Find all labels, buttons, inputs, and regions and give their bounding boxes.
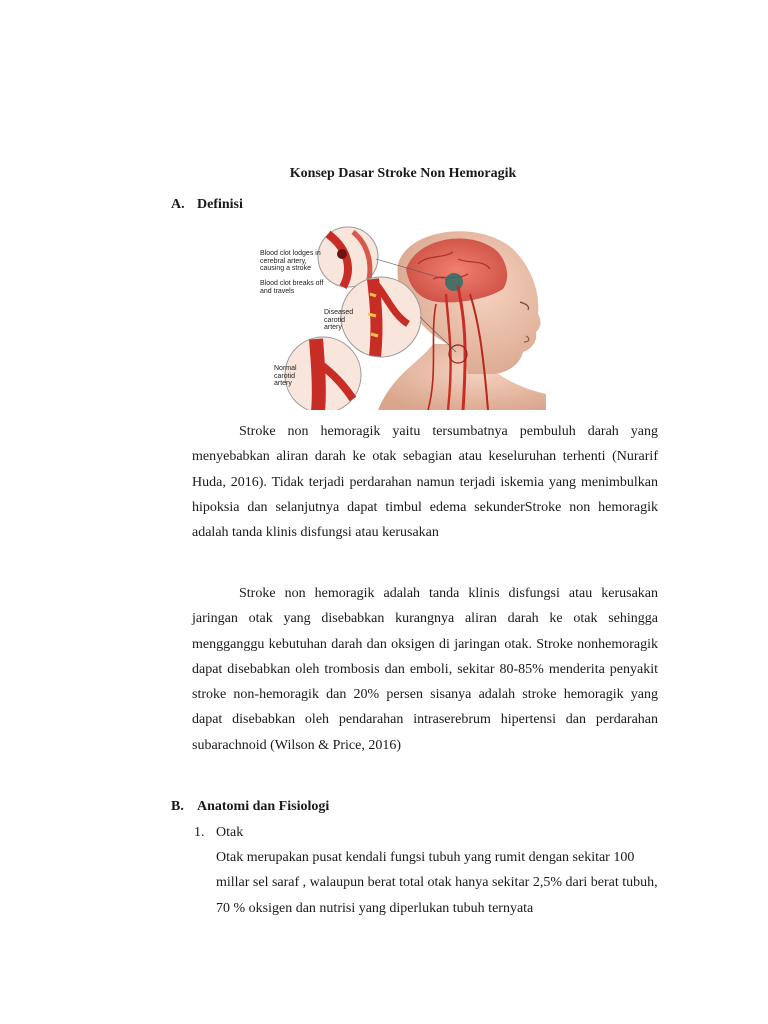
figure-label-2: Blood clot breaks off and travels — [260, 280, 324, 295]
section-b-title: Anatomi dan Fisiologi — [197, 799, 330, 814]
list-item-number: 1. — [194, 825, 205, 840]
section-a-title: Definisi — [197, 197, 243, 212]
figure-label-1: Blood clot lodges in cerebral artery, causing a stroke — [260, 250, 321, 272]
list-item-body: Otak merupakan pusat kendali fungsi tubuh yang rumit dengan sekitar 100 millar sel saraf , walaupun berat total otak hanya sekitar 2,5% dari berat tubuh, 70 % oksigen dan nutrisi yang diperlukan tubuh ternyata — [216, 850, 658, 916]
definition-paragraph-1-text: Stroke non hemoragik yaitu tersumbatnya pembuluh darah yang menyebabkan aliran darah ke otak sebagian atau keseluruhan terhenti (Nurarif Huda, 2016). Tidak terjadi perdarahan namun terjadi iskemia yang menimbulkan hipoksia dan selanjutnya dapat timbul edema sekunderStroke non hemoragik adalah tanda klinis disfungsi atau kerusakan — [192, 424, 658, 541]
stroke-illustration — [258, 224, 546, 410]
figure-label-4: Normal carotid artery — [274, 365, 297, 387]
figure-label-3: Diseased carotid artery — [324, 309, 354, 331]
definition-paragraph-2-text: Stroke non hemoragik adalah tanda klinis disfungsi atau kerusakan jaringan otak yang disebabkan kurangnya aliran darah ke otak sehingga mengganggu kebutuhan darah dan oksigen di jaringan otak. Stroke nonhemoragik dapat disebabkan oleh trombosis dan emboli, sekitar 80-85% menderita penyakit stroke non-hemoragik dan 20% persen sisanya adalah stroke hemoragik yang dapat disebabkan oleh pendarahan intraserebrum hipertensi dan perdarahan subarachnoid (Wilson & Price, 2016) — [192, 586, 658, 753]
list-item-title: Otak — [216, 825, 244, 840]
section-b-number: B. — [171, 799, 184, 814]
section-a-number: A. — [171, 197, 185, 212]
section-b-heading — [171, 799, 329, 815]
definition-paragraph-2 — [192, 581, 658, 758]
document-title: Konsep Dasar Stroke Non Hemoragik — [289, 166, 517, 181]
section-a-heading — [171, 197, 243, 213]
definition-paragraph-1 — [192, 419, 658, 545]
